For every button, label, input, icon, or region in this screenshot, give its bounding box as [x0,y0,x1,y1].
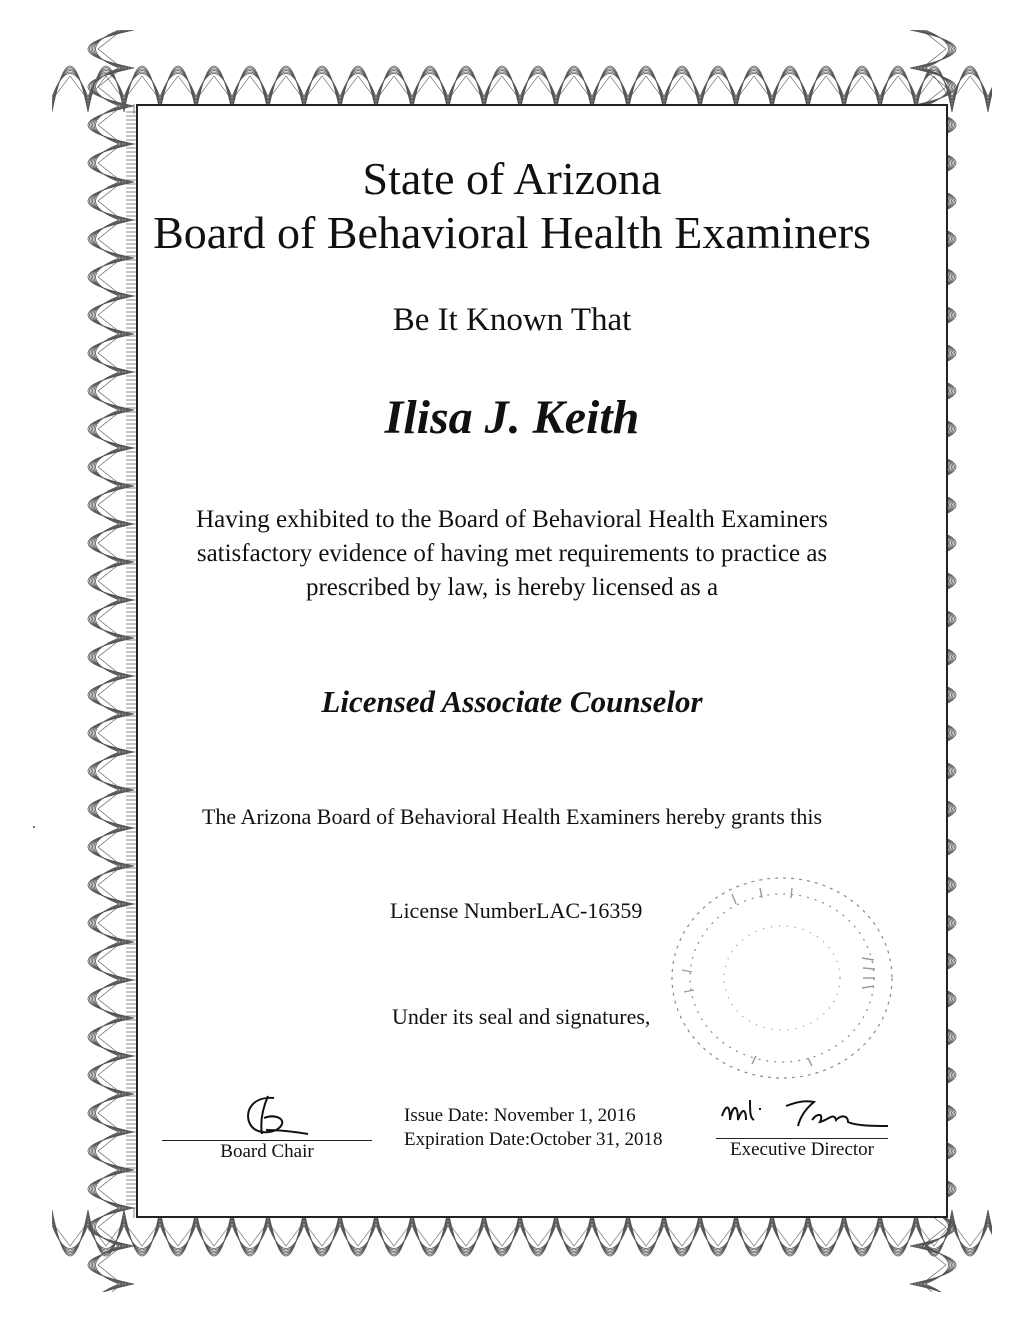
date-block [404,1104,663,1152]
signature-scribble-icon [716,1086,892,1138]
license-number-label: License Number [390,898,536,923]
expiration-date-label: Expiration Date: [404,1129,531,1150]
signature-scribble-icon [222,1090,312,1140]
seal-statement: Under its seal and signatures, [392,1004,651,1029]
issue-date-row [404,1104,663,1128]
board-chair-signature-block [162,1090,372,1163]
license-number-value: LAC-16359 [536,898,643,923]
certificate-title-state: State of Arizona [362,153,662,204]
board-chair-signature [162,1090,372,1140]
grant-statement: The Arizona Board of Behavioral Health Examiners hereby grants this [201,804,823,829]
issue-date-value: November 1, 2016 [493,1105,636,1126]
board-chair-title: Board Chair [220,1141,314,1162]
expiration-date-row [404,1128,663,1152]
certificate-title-board: Board of Behavioral Health Examiners [153,207,871,258]
body-text-line-3: prescribed by law, is hereby licensed as a [305,574,719,601]
recipient-name: Ilisa J. Keith [384,391,640,444]
seal-icon [662,868,898,1088]
license-type: Licensed Associate Counselor [321,684,703,719]
body-text-line-1: Having exhibited to the Board of Behavioral Health Examiners [196,506,828,533]
body-text-line-2: satisfactory evidence of having met requirements to practice as [196,540,828,567]
executive-director-signature [716,1086,888,1138]
executive-director-title: Executive Director [729,1139,874,1160]
embossed-seal [662,868,898,1088]
announcement-text: Be It Known That [392,302,632,338]
issue-date-label: Issue Date: [404,1105,489,1126]
license-number-row [390,898,642,924]
expiration-date-value: October 31, 2018 [530,1129,663,1150]
executive-director-signature-block [716,1086,888,1161]
